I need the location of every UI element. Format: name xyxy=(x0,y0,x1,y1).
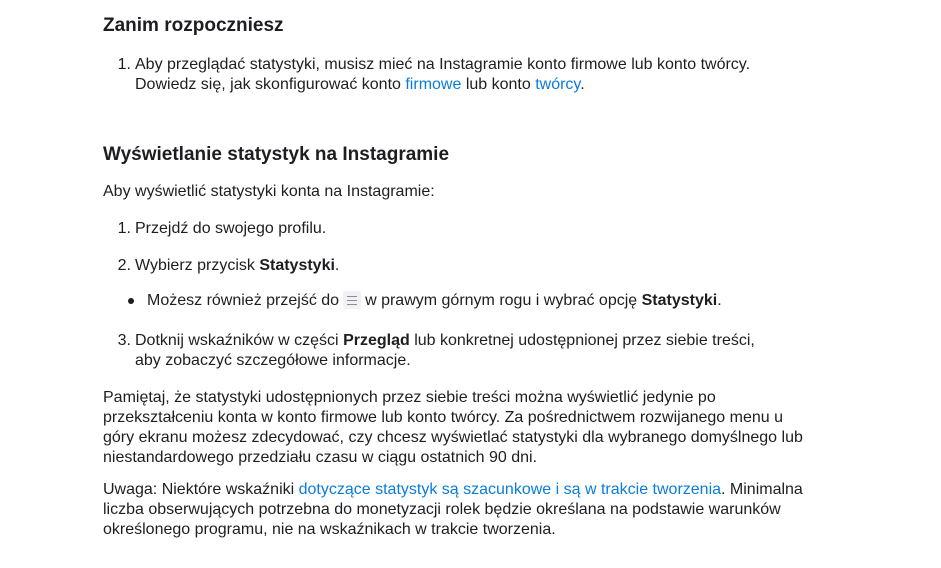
note-text-after: . Minimalna xyxy=(721,481,803,498)
paragraph-line: przekształceniu konta w konto firmowe lub konto twórcy. Za pośrednictwem rozwijanego menu u xyxy=(103,409,784,426)
paragraph-note-conversion xyxy=(103,388,803,468)
paragraph-line: Pamiętaj, że statystyki udostępnionych przez siebie treści można wyświetlić jedynie po xyxy=(103,389,716,406)
step-3-line-1 xyxy=(135,331,755,351)
intro-text: Aby wyświetlić statystyki konta na Instagramie: xyxy=(103,183,435,200)
list-number: 1. xyxy=(117,220,131,237)
requirement-text-after: . xyxy=(580,76,585,93)
paragraph-line: niestandardowego przedziału czasu w ciągu ostatnich 90 dni. xyxy=(103,449,538,466)
insights-label: Statystyki xyxy=(641,292,718,309)
paragraph-note-estimated xyxy=(103,480,803,540)
step-go-to-profile: Przejdź do swojego profilu. xyxy=(135,220,327,237)
list-number: 3. xyxy=(117,332,131,349)
step-3-text-before: Dotknij wskaźników w części xyxy=(135,332,344,349)
bullet-text-end: . xyxy=(717,292,722,309)
bullet-dot xyxy=(128,298,134,304)
step-text: Wybierz przycisk xyxy=(135,257,260,274)
heading-view-insights: Wyświetlanie statystyk na Instagramie xyxy=(103,144,450,165)
insights-label: Statystyki xyxy=(259,257,335,274)
step-3-text-after: lub konkretnej udostępnionej przez siebie treści, xyxy=(409,332,755,349)
list-number: 2. xyxy=(117,257,131,274)
paragraph-line xyxy=(103,480,803,500)
business-account-link[interactable]: firmowe xyxy=(405,76,462,93)
paragraph-line: określonego programu, nie na wskaźnikach w trakcie tworzenia. xyxy=(103,521,556,538)
requirement-text-before: Dowiedz się, jak skonfigurować konto xyxy=(135,76,406,93)
requirement-text xyxy=(135,55,750,95)
step-text-end: . xyxy=(334,257,340,274)
menu-icon xyxy=(343,291,361,309)
note-text-before: Uwaga: Niektóre wskaźniki xyxy=(103,481,299,498)
bullet-alternative xyxy=(147,291,722,311)
requirement-line-2 xyxy=(135,75,750,95)
paragraph-line: góry ekranu możesz zdecydować, czy chcesz wyświetlać statystyki dla wybranego domyślnego lub xyxy=(103,429,803,446)
step-3-line-2: aby zobaczyć szczegółowe informacje. xyxy=(135,352,411,369)
requirement-line-1: Aby przeglądać statystyki, musisz mieć na Instagramie konto firmowe lub konto twórcy. xyxy=(135,56,751,73)
paragraph-line: liczba obserwujących potrzebna do monetyzacji rolek będzie określana na podstawie warunków xyxy=(103,501,781,518)
step-tap-metrics xyxy=(135,331,755,371)
bullet-text-before: Możesz również przejść do xyxy=(147,292,340,309)
requirement-text-middle: lub konto xyxy=(461,76,536,93)
list-number: 1. xyxy=(117,56,131,73)
bullet-text-middle: w prawym górnym rogu i wybrać opcję xyxy=(365,292,642,309)
creator-account-link[interactable]: twórcy xyxy=(535,76,581,93)
heading-before-you-start: Zanim rozpoczniesz xyxy=(103,15,284,36)
step-choose-insights xyxy=(135,256,339,276)
estimated-metrics-link[interactable]: dotyczące statystyk są szacunkowe i są w trakcie tworzenia xyxy=(298,481,722,498)
overview-label: Przegląd xyxy=(343,332,410,349)
